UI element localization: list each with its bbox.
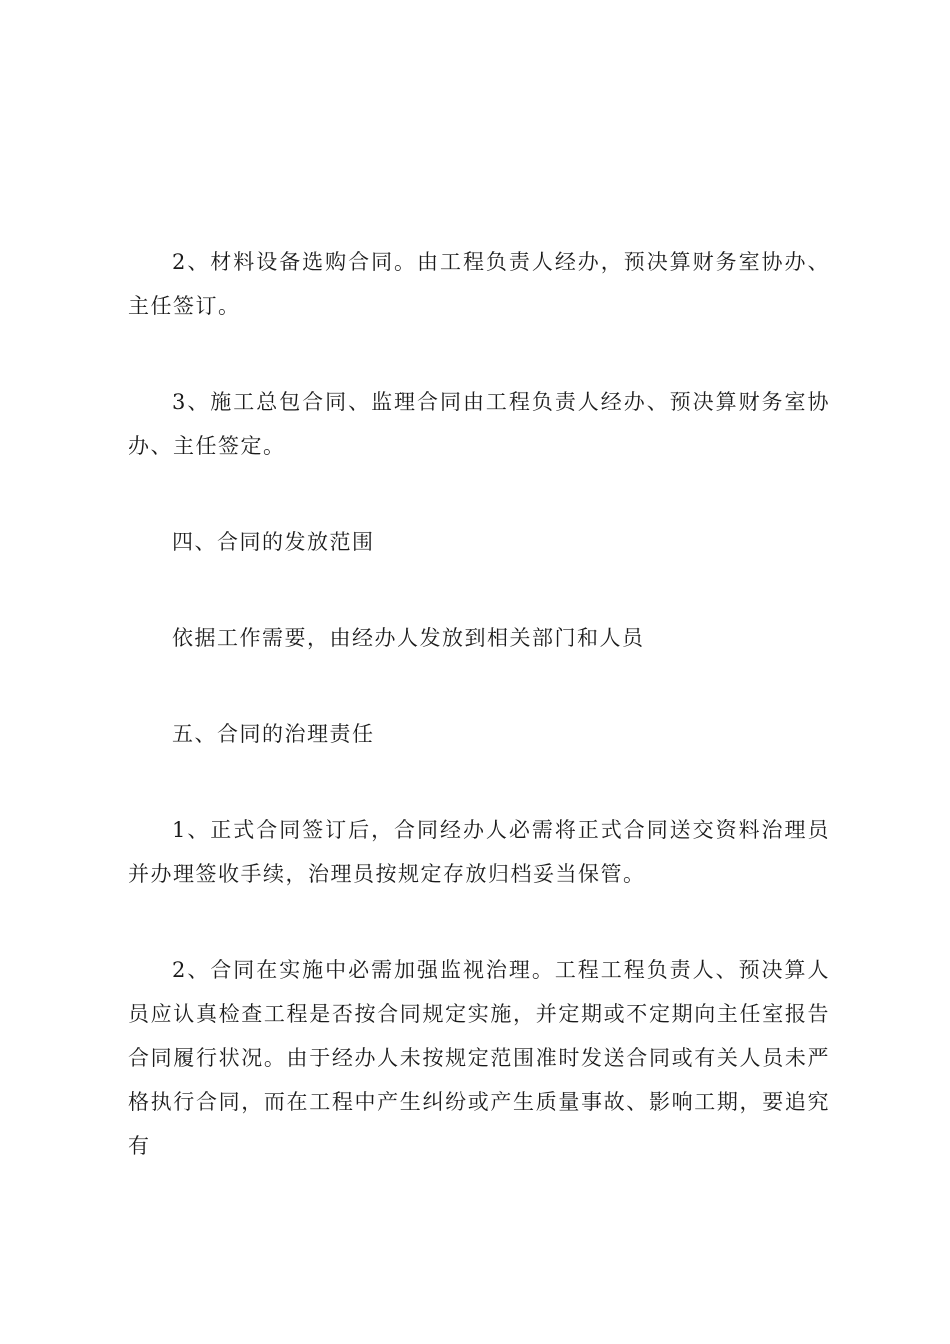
paragraph-material-contract: 2、材料设备选购合同。由工程负责人经办，预决算财务室协办、主任签订。 xyxy=(128,250,830,318)
section-heading-management-responsibility: 五、合同的治理责任 xyxy=(172,722,375,746)
section-heading-distribution-scope: 四、合同的发放范围 xyxy=(172,530,375,554)
paragraph-distribution: 依据工作需要，由经办人发放到相关部门和人员 xyxy=(172,626,645,650)
document-body xyxy=(128,240,830,1168)
paragraph-construction-contract: 3、施工总包合同、监理合同由工程负责人经办、预决算财务室协办、主任签定。 xyxy=(128,390,830,458)
paragraph-signing-archiving: 1、正式合同签订后，合同经办人必需将正式合同送交资料治理员并办理签收手续，治理员按规定存放归档妥当保管。 xyxy=(128,818,830,886)
paragraph-supervision: 2、合同在实施中必需加强监视治理。工程工程负责人、预决算人员应认真检查工程是否按合同规定实施，并定期或不定期向主任室报告合同履行状况。由于经办人未按规定范围准时发送合同或有关人员未严格执行合同，而在工程中产生纠纷或产生质量事故、影响工期，要追究有 xyxy=(128,958,830,1158)
